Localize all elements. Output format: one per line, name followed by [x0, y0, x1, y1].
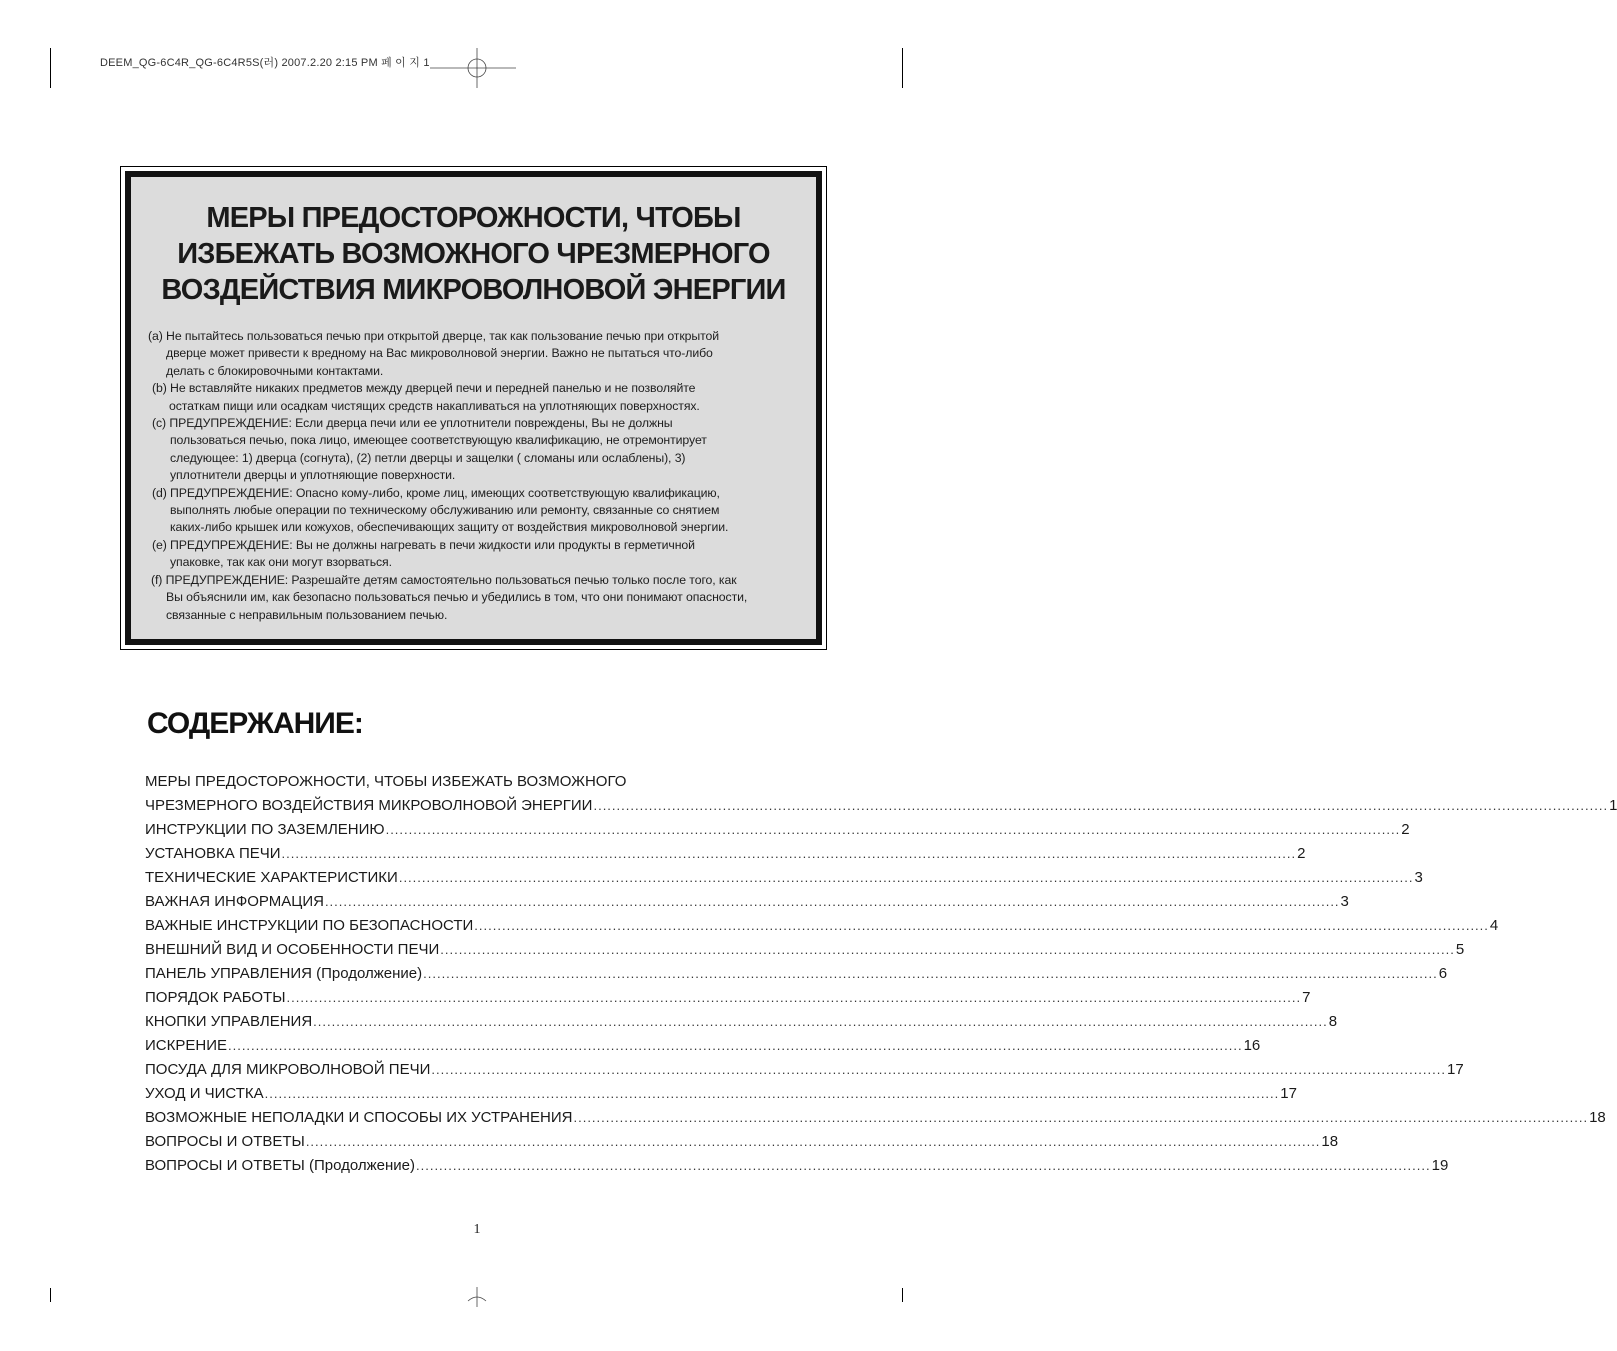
- toc-leader-dots: ............................................................................................................................................................................................................................: [474, 918, 1489, 933]
- warning-text-line: пользоваться печью, пока лицо, имеющее соответствующую квалификацию, не отремонтирует: [170, 433, 707, 448]
- warning-text-line: остаткам пищи или осадкам чистящих средств накапливаться на уплотняющих поверхностях.: [169, 398, 700, 413]
- toc-entry-text: МЕРЫ ПРЕДОСТОРОЖНОСТИ, ЧТОБЫ ИЗБЕЖАТЬ ВОЗМОЖНОГО: [145, 773, 627, 790]
- toc-leader-dots: ............................................................................................................................................................................................................................: [398, 870, 1414, 885]
- toc-entry[interactable]: [145, 890, 1349, 914]
- toc-entry-page: 16: [1243, 1037, 1261, 1054]
- toc-entry[interactable]: [145, 1058, 1464, 1082]
- toc-leader-dots: ............................................................................................................................................................................................................................: [593, 798, 1609, 813]
- toc-entry-text: ВОПРОСЫ И ОТВЕТЫ (Продолжение): [145, 1157, 415, 1174]
- warning-text-line: упаковке, так как они могут взорваться.: [170, 555, 392, 570]
- toc-entry[interactable]: [145, 842, 1306, 866]
- toc-entry-text: УСТАНОВКА ПЕЧИ: [145, 845, 281, 862]
- warning-text-line: делать с блокировочными контактами.: [166, 363, 384, 378]
- toc-leader-dots: ............................................................................................................................................................................................................................: [227, 1038, 1243, 1053]
- table-of-contents: [145, 770, 1617, 1178]
- toc-entry[interactable]: [145, 986, 1311, 1010]
- warning-text-line: (a) Не пытайтесь пользоваться печью при открытой дверце, так как пользование печью при открытой: [148, 329, 719, 343]
- warning-text-line: Вы объяснили им, как безопасно пользоваться печью и убедились в том, что они понимают опасности,: [166, 590, 748, 605]
- registration-mark-top-icon: [430, 48, 520, 90]
- toc-entry-text: ВОЗМОЖНЫЕ НЕПОЛАДКИ И СПОСОБЫ ИХ УСТРАНЕНИЯ: [145, 1109, 573, 1126]
- toc-entry-page: 6: [1438, 965, 1448, 982]
- safety-warning-title-line: ВОЗДЕЙСТВИЯ МИКРОВОЛНОВОЙ ЭНЕРГИИ: [161, 274, 786, 306]
- toc-entry-text: ЧРЕЗМЕРНОГО ВОЗДЕЙСТВИЯ МИКРОВОЛНОВОЙ ЭНЕРГИИ: [145, 797, 593, 814]
- safety-warning-title-line: ИЗБЕЖАТЬ ВОЗМОЖНОГО ЧРЕЗМЕРНОГО: [177, 238, 770, 270]
- print-slug: DEEM_QG-6C4R_QG-6C4R5S(러) 2007.2.20 2:15 PM 페 이 지 1: [100, 57, 430, 69]
- crop-mark-bottom-left: [50, 1288, 51, 1302]
- warning-text-line: следующее: 1) дверца (согнута), (2) петли дверцы и защелки ( сломаны или ослаблены), 3): [170, 450, 686, 465]
- toc-entry-text: ТЕХНИЧЕСКИЕ ХАРАКТЕРИСТИКИ: [145, 869, 398, 886]
- toc-entry[interactable]: [145, 1082, 1297, 1106]
- toc-entry[interactable]: [145, 866, 1423, 890]
- safety-warning-title-line: МЕРЫ ПРЕДОСТОРОЖНОСТИ, ЧТОБЫ: [206, 202, 741, 234]
- toc-entry-page: 2: [1401, 821, 1410, 838]
- toc-first-line: [145, 770, 787, 794]
- toc-entry-text: ВОПРОСЫ И ОТВЕТЫ: [145, 1133, 305, 1150]
- toc-entry-page: 17: [1446, 1061, 1464, 1078]
- toc-entry-text: ВАЖНЫЕ ИНСТРУКЦИИ ПО БЕЗОПАСНОСТИ: [145, 917, 474, 934]
- toc-entry-page: 8: [1328, 1013, 1338, 1030]
- registration-mark-bottom-icon: [466, 1287, 488, 1307]
- toc-leader-dots: ............................................................................................................................................................................................................................: [324, 894, 1340, 909]
- toc-entry[interactable]: [145, 938, 1465, 962]
- warning-text-line: дверце может привести к вредному на Вас микроволновой энергии. Важно не пытаться что-либо: [166, 346, 713, 361]
- warning-text-line: (b) Не вставляйте никаких предметов между дверцей печи и передней панелью и не позволяйте: [152, 381, 696, 396]
- toc-entry-page: 7: [1302, 989, 1311, 1006]
- toc-entry-page: 5: [1455, 941, 1465, 958]
- toc-leader-dots: ............................................................................................................................................................................................................................: [573, 1110, 1589, 1125]
- toc-entry[interactable]: [145, 1106, 1606, 1130]
- safety-warning-item-d: [152, 485, 816, 537]
- warning-text-line: уплотнители дверцы и уплотняющие поверхности.: [170, 468, 456, 483]
- toc-leader-dots: ............................................................................................................................................................................................................................: [385, 822, 1401, 837]
- safety-warning-list: [131, 328, 816, 624]
- safety-warning-item-c: [152, 415, 816, 485]
- toc-entry[interactable]: [145, 1034, 1261, 1058]
- toc-entry-text: ВАЖНАЯ ИНФОРМАЦИЯ: [145, 893, 324, 910]
- toc-entry-page: 18: [1589, 1109, 1606, 1126]
- crop-mark-top-right: [902, 48, 903, 88]
- toc-entry[interactable]: [145, 962, 1448, 986]
- toc-leader-dots: ............................................................................................................................................................................................................................: [431, 1062, 1446, 1077]
- toc-entry[interactable]: [145, 818, 1410, 842]
- toc-entry-page: 2: [1297, 845, 1306, 862]
- toc-entries: [145, 794, 1617, 1178]
- toc-entry-text: ПОРЯДОК РАБОТЫ: [145, 989, 286, 1006]
- toc-entry-page: 4: [1489, 917, 1499, 934]
- safety-warning-item-e: [152, 537, 816, 572]
- warning-text-line: (e) ПРЕДУПРЕЖДЕНИЕ: Вы не должны нагревать в печи жидкости или продукты в герметичной: [152, 537, 695, 552]
- toc-entry-text: ПАНЕЛЬ УПРАВЛЕНИЯ (Продолжение): [145, 965, 423, 982]
- toc-entry[interactable]: [145, 1154, 1449, 1178]
- safety-warning-panel: [125, 171, 822, 645]
- toc-entry-text: ИНСТРУКЦИИ ПО ЗАЗЕМЛЕНИЮ: [145, 821, 385, 838]
- safety-warning-item-a: [148, 328, 816, 380]
- toc-entry[interactable]: [145, 794, 1617, 818]
- toc-entry-text: УХОД И ЧИСТКА: [145, 1085, 264, 1102]
- toc-entry-page: 1: [1609, 797, 1617, 814]
- toc-leader-dots: ............................................................................................................................................................................................................................: [440, 942, 1455, 957]
- safety-warning-item-b: [152, 380, 816, 415]
- toc-entry-text: ВНЕШНИЙ ВИД И ОСОБЕННОСТИ ПЕЧИ: [145, 941, 440, 958]
- toc-entry[interactable]: [145, 914, 1499, 938]
- toc-leader-dots: ............................................................................................................................................................................................................................: [313, 1014, 1328, 1029]
- toc-leader-dots: ............................................................................................................................................................................................................................: [305, 1134, 1321, 1149]
- toc-entry-text: ИСКРЕНИЕ: [145, 1037, 227, 1054]
- toc-entry-text: ПОСУДА ДЛЯ МИКРОВОЛНОВОЙ ПЕЧИ: [145, 1061, 431, 1078]
- toc-entry[interactable]: [145, 1130, 1339, 1154]
- toc-leader-dots: ............................................................................................................................................................................................................................: [281, 846, 1297, 861]
- toc-entry-page: 18: [1321, 1133, 1339, 1150]
- warning-text-line: (c) ПРЕДУПРЕЖДЕНИЕ: Если дверца печи или ее уплотнители повреждены, Вы не должны: [152, 416, 673, 431]
- crop-mark-bottom-right: [902, 1288, 903, 1302]
- toc-entry-page: 17: [1280, 1085, 1297, 1102]
- safety-warning-item-f: [151, 572, 816, 624]
- warning-text-line: выполнять любые операции по техническому обслуживанию или ремонту, связанные со снятием: [170, 503, 720, 518]
- warning-text-line: каких-либо крышек или кожухов, обеспечивающих защиту от воздействия микроволновой энергии.: [170, 520, 729, 535]
- toc-leader-dots: ............................................................................................................................................................................................................................: [286, 990, 1302, 1005]
- safety-warning-box: [120, 166, 827, 650]
- toc-entry-page: 3: [1414, 869, 1423, 886]
- warning-text-line: (d) ПРЕДУПРЕЖДЕНИЕ: Опасно кому-либо, кроме лиц, имеющих соответствующую квалификацию,: [152, 485, 720, 500]
- safety-warning-title: [141, 200, 806, 308]
- toc-entry-text: КНОПКИ УПРАВЛЕНИЯ: [145, 1013, 313, 1030]
- toc-title: СОДЕРЖАНИЕ:: [147, 707, 363, 740]
- page-number: 1: [473, 1222, 481, 1237]
- toc-leader-dots: ............................................................................................................................................................................................................................: [264, 1086, 1280, 1101]
- warning-text-line: связанные с неправильным пользованием печью.: [166, 607, 448, 622]
- crop-mark-top-left: [50, 48, 51, 88]
- toc-entry[interactable]: [145, 1010, 1338, 1034]
- toc-entry-page: 19: [1431, 1157, 1449, 1174]
- toc-entry-page: 3: [1340, 893, 1349, 910]
- toc-leader-dots: ............................................................................................................................................................................................................................: [423, 966, 1438, 981]
- toc-leader-dots: ............................................................................................................................................................................................................................: [416, 1158, 1431, 1173]
- warning-text-line: (f) ПРЕДУПРЕЖДЕНИЕ: Разрешайте детям самостоятельно пользоваться печью только после того, как: [151, 572, 737, 587]
